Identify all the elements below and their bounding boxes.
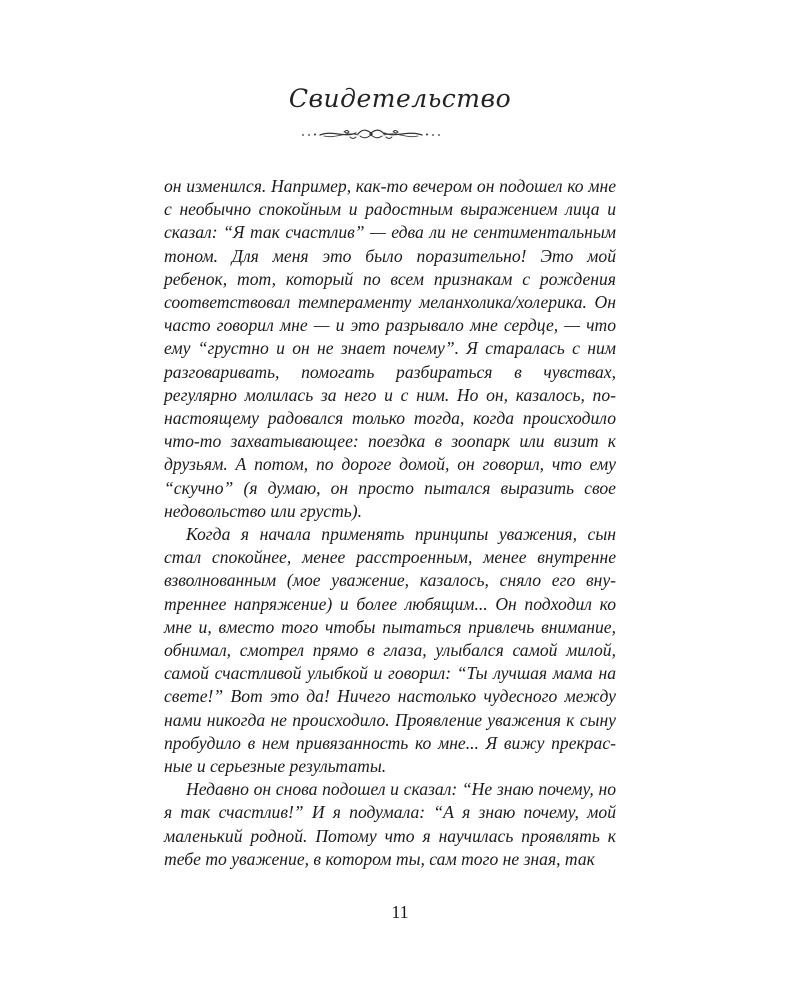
paragraph: Недавно он снова подошел и сказал: “Не знаю почему, но я так счастлив!” И я подумала: “А я знаю почему, мой маленький родной. Потому что я научилась проявлять к тебе то уважение, в котором ты, сам того не зная, так — [164, 779, 616, 869]
main-text — [164, 175, 616, 871]
running-head-title: Свидетельство — [288, 84, 512, 113]
paragraph: он изменился. Например, как-то вечером он подошел ко мне с необычно спокойным и радостным выражением лица и сказал: “Я так счастлив” — едва ли не сентиментальным тоном. Для меня это было поразительно! Это мой ребенок, тот, который по всем признакам с рождения соответствовал темпераменту меланхолика/холерика. Он часто говорил мне — и это разрывало мне сердце, — что ему “грустно и он не знает почему”. Я старалась с ним разговаривать, помогать разбираться в чувствах, регулярно молилась за него и с ним. Но он, казалось, по-настоящему радовался только тогда, когда происходило что-то захватывающее: поездка в зоопарк или визит к друзьям. А потом, по дороге домой, он говорил, что ему “скучно” (я думаю, он просто пытался выразить свое недовольство или грусть). — [164, 176, 616, 521]
flourish-divider-icon — [300, 126, 442, 142]
paragraph: Когда я начала применять принципы уважения, сын стал спокойнее, менее расстроенным, менее внутренне взволнованным (мое уважение, казалось, сняло его внутреннее напряжение) и более любящим... Он подходил ко мне и, вместо того чтобы пытаться привлечь внимание, обнимал, смотрел прямо в глаза, улыбался самой милой, самой счастливой улыбкой и говорил: “Ты лучшая мама на свете!” Вот это да! Ничего настолько чудесного между нами никогда не происходило. Проявление уважения к сыну пробудило в нем привязанность ко мне... Я вижу прекрасные и серьезные результаты. — [164, 524, 616, 777]
page-number: 11 — [391, 902, 409, 922]
